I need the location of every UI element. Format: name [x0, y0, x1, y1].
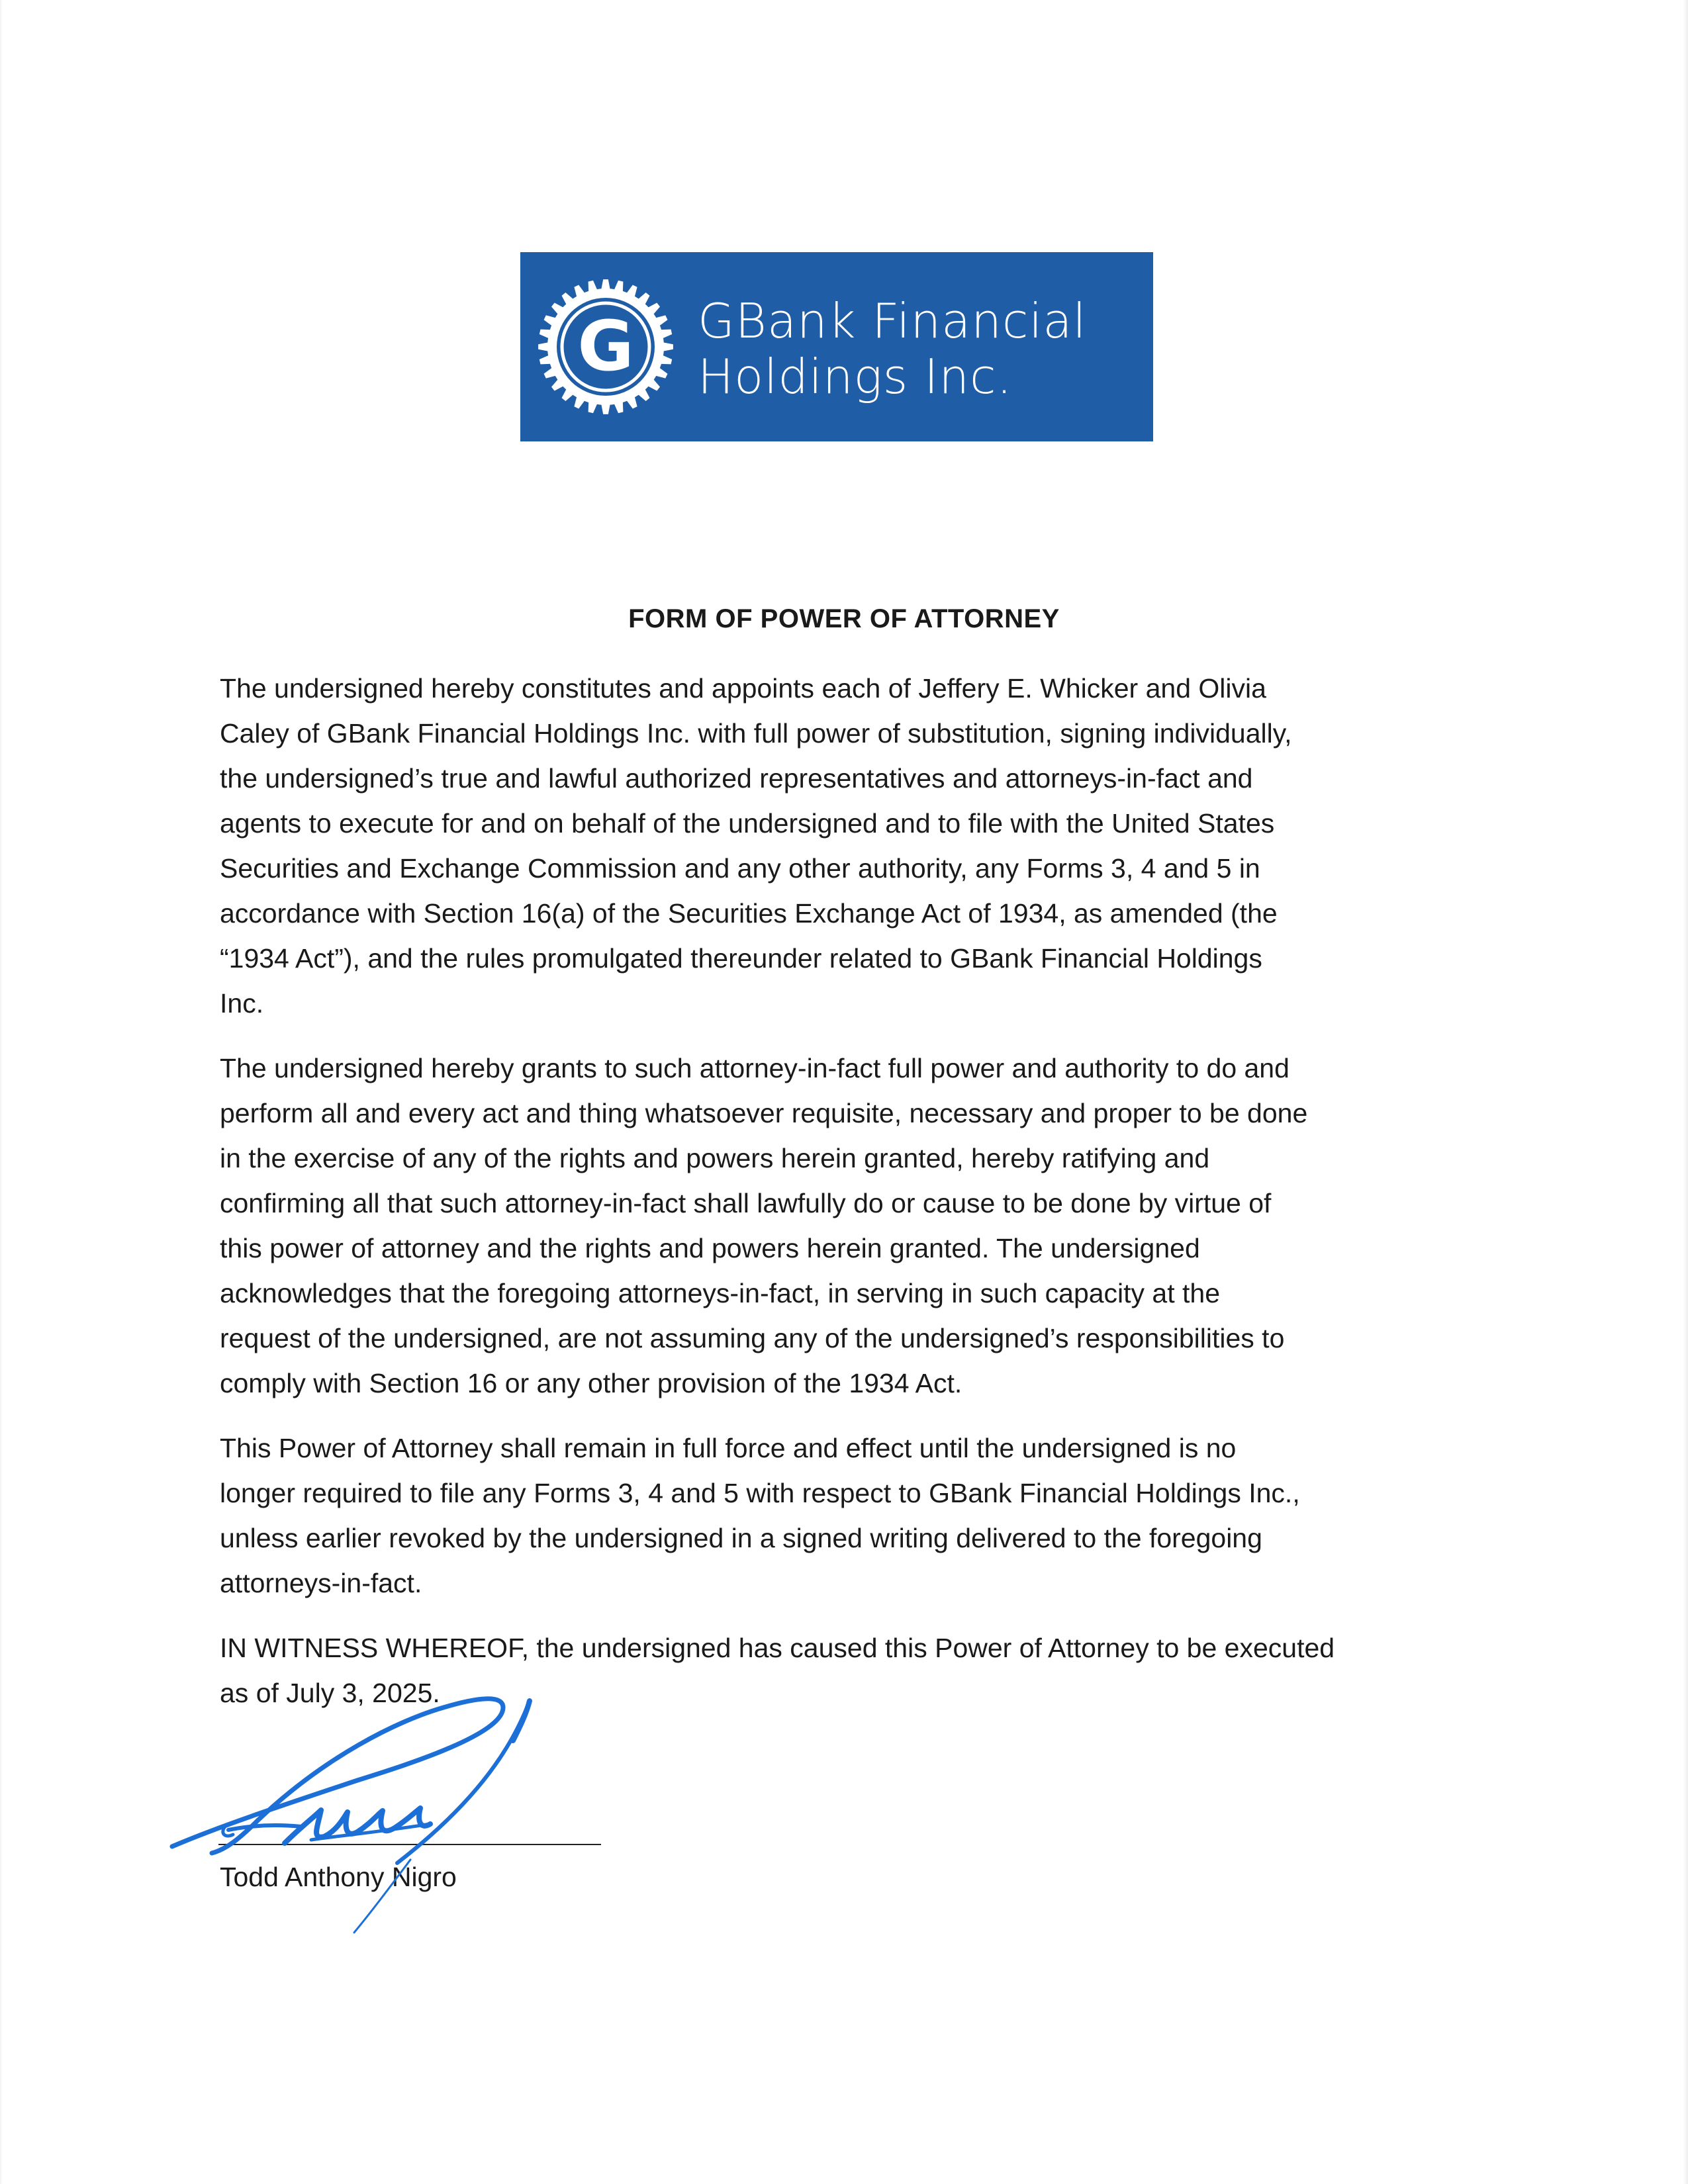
text-line: perform all and every act and thing whatsoever requisite, necessary and proper to be done [220, 1098, 1308, 1128]
scan-edge-left [0, 0, 3, 2184]
text-line: confirming all that such attorney-in-fact shall lawfully do or cause to be done by virtue of [220, 1188, 1272, 1218]
company-name [698, 293, 1087, 404]
text-line: The undersigned hereby constitutes and appoints each of Jeffery E. Whicker and Olivia [220, 673, 1266, 704]
company-logo [520, 252, 1153, 441]
text-line: Caley of GBank Financial Holdings Inc. with full power of substitution, signing individually, [220, 718, 1292, 749]
text-line: the undersigned’s true and lawful authorized representatives and attorneys-in-fact and [220, 763, 1253, 794]
gear-tooth [663, 342, 673, 351]
text-line: IN WITNESS WHEREOF, the undersigned has caused this Power of Attorney to be executed [220, 1633, 1335, 1663]
gear-tooth [601, 279, 610, 290]
text-line: this power of attorney and the rights and powers herein granted. The undersigned [220, 1233, 1200, 1263]
text-line: This Power of Attorney shall remain in full force and effect until the undersigned is no [220, 1433, 1237, 1463]
page-title: FORM OF POWER OF ATTORNEY [628, 604, 1060, 633]
seal-letter: G [577, 306, 634, 387]
text-line: unless earlier revoked by the undersigned in a signed writing delivered to the foregoing [220, 1523, 1262, 1553]
text-line: “1934 Act”), and the rules promulgated thereunder related to GBank Financial Holdings [220, 943, 1262, 974]
text-line: request of the undersigned, are not assuming any of the undersigned’s responsibilities to [220, 1323, 1285, 1353]
gear-tooth [601, 404, 610, 414]
signer-name: Todd Anthony Nigro [220, 1862, 457, 1892]
text-line: longer required to file any Forms 3, 4 and 5 with respect to GBank Financial Holdings Inc., [220, 1478, 1300, 1508]
text-line: attorneys-in-fact. [220, 1568, 422, 1598]
text-line: The undersigned hereby grants to such attorney-in-fact full power and authority to do and [220, 1053, 1289, 1083]
text-line: Inc. [220, 988, 264, 1019]
text-line: comply with Section 16 or any other provision of the 1934 Act. [220, 1368, 962, 1398]
text-line: agents to execute for and on behalf of the undersigned and to file with the United States [220, 808, 1275, 839]
document-body [220, 666, 1464, 1735]
text-line: in the exercise of any of the rights and powers herein granted, hereby ratifying and [220, 1143, 1210, 1173]
text-line: as of July 3, 2025. [220, 1678, 440, 1708]
paragraph-appointment [220, 666, 1464, 1026]
gear-tooth [538, 342, 549, 351]
paragraph-grant-of-authority [220, 1046, 1464, 1406]
company-name-line1: GBank Financial [698, 293, 1087, 349]
gear-seal-icon [536, 277, 675, 416]
handwritten-signature [159, 1694, 635, 1946]
text-line: accordance with Section 16(a) of the Securities Exchange Act of 1934, as amended (the [220, 898, 1278, 929]
text-line: Securities and Exchange Commission and any other authority, any Forms 3, 4 and 5 in [220, 853, 1260, 884]
paragraph-duration [220, 1426, 1464, 1606]
text-line: acknowledges that the foregoing attorneys-in-fact, in serving in such capacity at the [220, 1278, 1221, 1308]
company-name-line2: Holdings Inc. [698, 349, 1013, 404]
scan-edge-right [1683, 0, 1688, 2184]
